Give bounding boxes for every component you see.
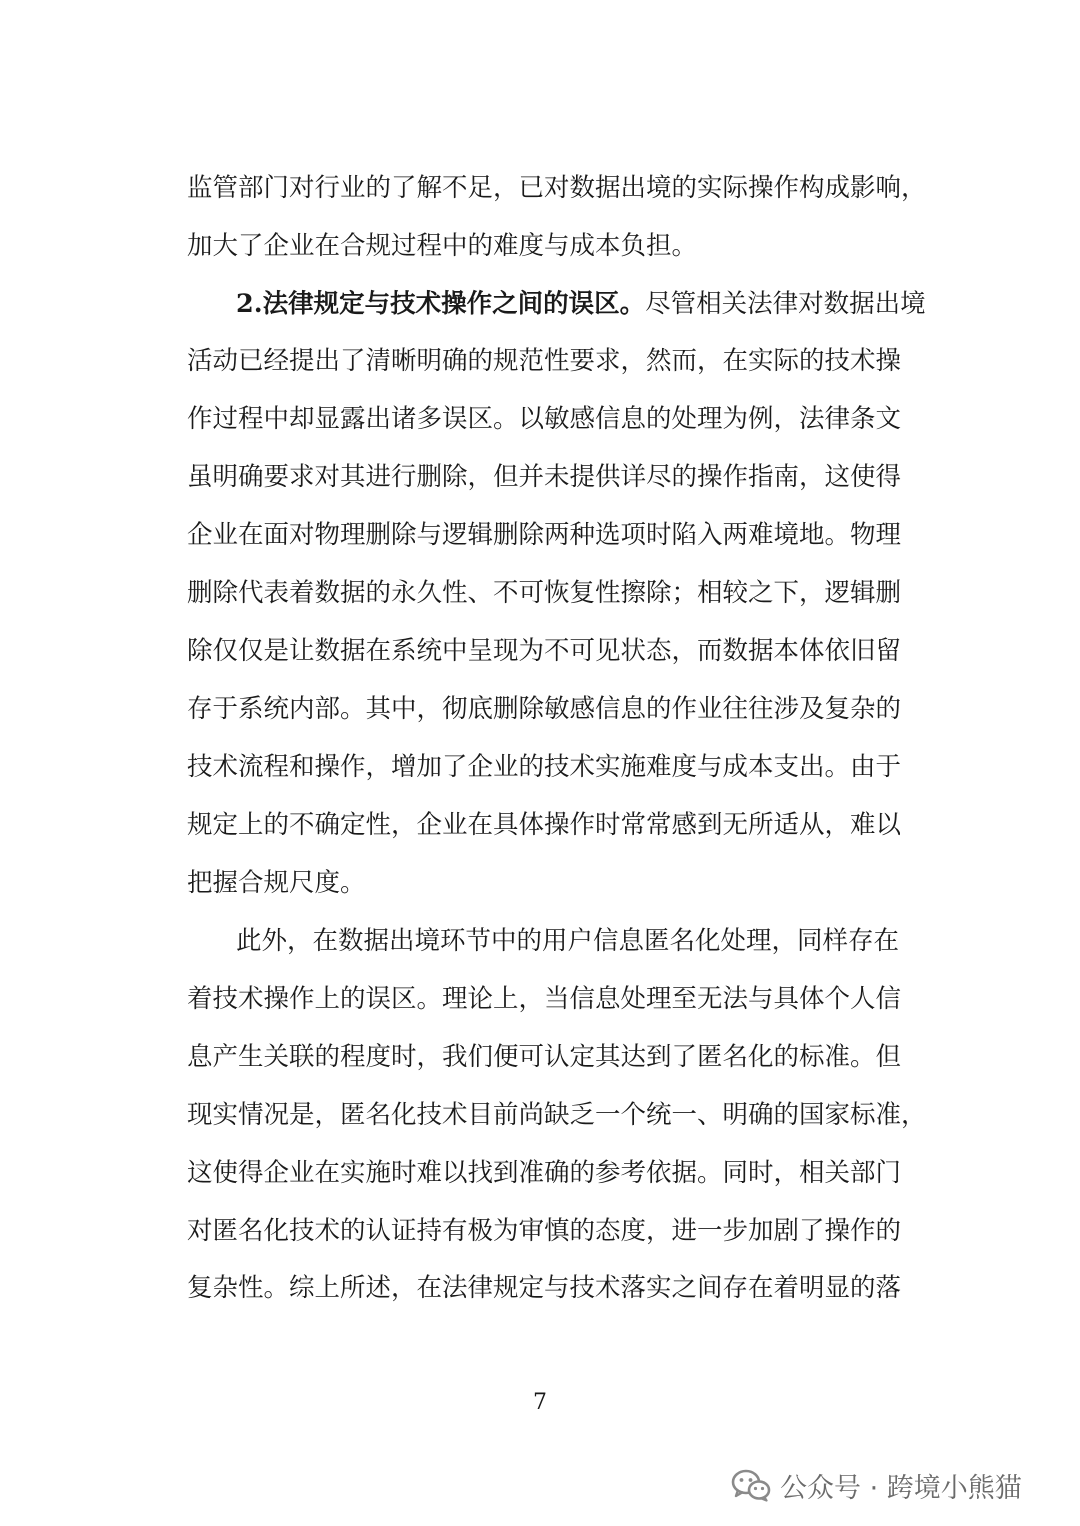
- text-line: 复杂性。综上所述，在法律规定与技术落实之间存在着明显的落: [187, 1273, 902, 1303]
- text-line: 息产生关联的程度时，我们便可认定其达到了匿名化的标准。但: [187, 1042, 902, 1072]
- text-line: 虽明确要求对其进行删除，但并未提供详尽的操作指南，这使得: [187, 462, 902, 492]
- text-line: 除仅仅是让数据在系统中呈现为不可见状态，而数据本体依旧留: [187, 636, 902, 666]
- section-heading: 2.法律规定与技术操作之间的误区。: [236, 289, 646, 319]
- text-line: 删除代表着数据的永久性、不可恢复性擦除；相较之下，逻辑删: [187, 578, 902, 608]
- page-number: 7: [533, 1390, 547, 1415]
- text-line: 技术流程和操作，增加了企业的技术实施难度与成本支出。由于: [187, 752, 902, 782]
- text-line: 此外，在数据出境环节中的用户信息匿名化处理，同样存在: [236, 926, 900, 956]
- text-line: 企业在面对物理删除与逻辑删除两种选项时陷入两难境地。物理: [187, 520, 902, 550]
- text-line: 现实情况是，匿名化技术目前尚缺乏一个统一、明确的国家标准，: [187, 1100, 927, 1130]
- text-line: 作过程中却显露出诸多误区。以敏感信息的处理为例，法律条文: [187, 404, 902, 434]
- text-line: 活动已经提出了清晰明确的规范性要求，然而，在实际的技术操: [187, 346, 902, 376]
- paragraph-heading-line: [236, 284, 926, 324]
- text-line: 着技术操作上的误区。理论上，当信息处理至无法与具体个人信: [187, 984, 902, 1014]
- text-span: 尽管相关法律对数据出境: [645, 289, 926, 319]
- watermark: [730, 1463, 1022, 1507]
- text-line: 加大了企业在合规过程中的难度与成本负担。: [187, 231, 698, 261]
- text-line: 监管部门对行业的了解不足，已对数据出境的实际操作构成影响，: [187, 173, 927, 203]
- wechat-icon: [730, 1468, 772, 1502]
- text-line: 对匿名化技术的认证持有极为审慎的态度，进一步加剧了操作的: [187, 1216, 902, 1246]
- watermark-text: 公众号 · 跨境小熊猫: [780, 1472, 1022, 1504]
- text-line: 存于系统内部。其中，彻底删除敏感信息的作业往往涉及复杂的: [187, 694, 902, 724]
- text-line: 这使得企业在实施时难以找到准确的参考依据。同时，相关部门: [187, 1158, 902, 1188]
- text-line: 把握合规尺度。: [187, 868, 366, 898]
- text-line: 规定上的不确定性，企业在具体操作时常常感到无所适从，难以: [187, 810, 902, 840]
